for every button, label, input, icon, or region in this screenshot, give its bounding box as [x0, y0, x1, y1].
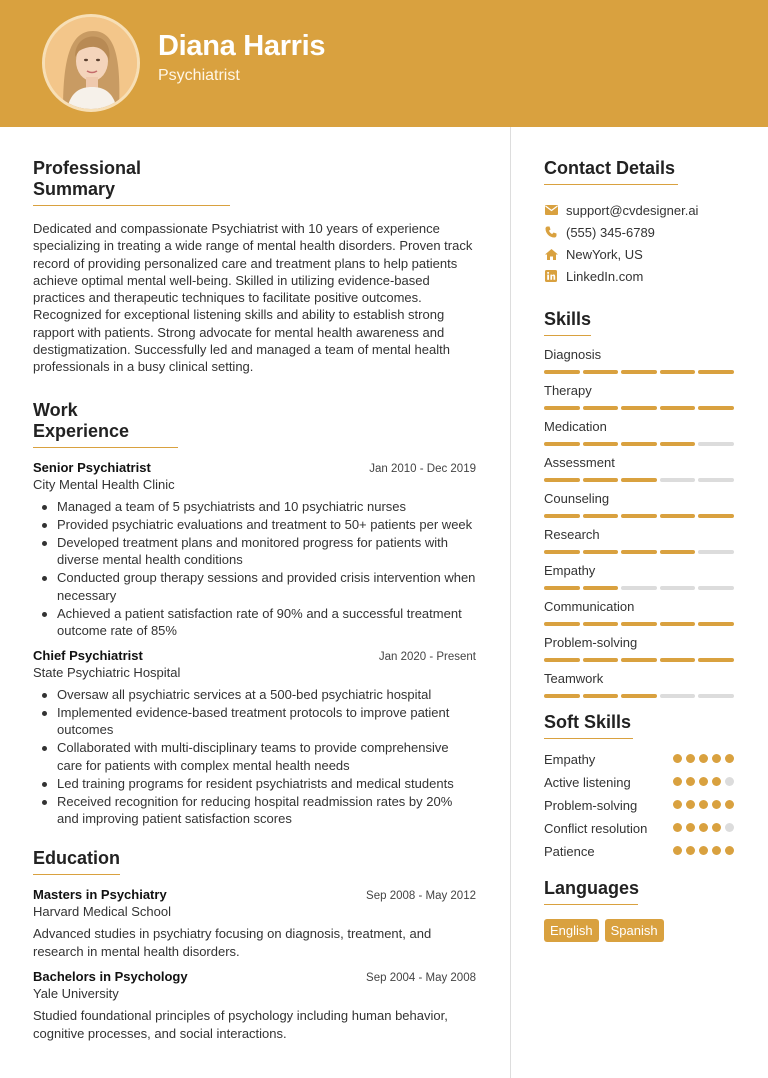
main-column: [33, 158, 476, 1043]
rating-dot: [725, 823, 734, 832]
skill-level-segment: [583, 442, 619, 446]
rating-dot: [673, 823, 682, 832]
job-date: Jan 2020 - Present: [378, 650, 476, 663]
soft-skill-item: [544, 843, 734, 860]
skills-section: [544, 309, 734, 698]
skill-item: [544, 562, 734, 590]
rating-dot: [725, 846, 734, 855]
profile-photo-icon: [45, 17, 137, 109]
skill-level-segment: [544, 586, 580, 590]
skill-level-bar: [544, 370, 734, 374]
skill-level-segment: [583, 406, 619, 410]
skill-level-bar: [544, 586, 734, 590]
job-bullets: [33, 498, 476, 640]
skill-level-segment: [660, 658, 696, 662]
soft-skill-rating: [673, 754, 734, 763]
skill-level-segment: [544, 658, 580, 662]
language-tag: Spanish: [605, 919, 664, 942]
list-item: Provided psychiatric evaluations and treatment to 50+ patients per week: [33, 516, 476, 534]
rating-dot: [699, 777, 708, 786]
skill-level-segment: [698, 478, 734, 482]
avatar: [42, 14, 140, 112]
skill-level-segment: [544, 550, 580, 554]
rating-dot: [699, 846, 708, 855]
contact-phone[interactable]: [544, 221, 734, 243]
skill-level-segment: [698, 658, 734, 662]
experience-heading: Work Experience: [33, 400, 178, 448]
skill-level-segment: [698, 514, 734, 518]
soft-skill-rating: [673, 846, 734, 855]
degree-title: Masters in Psychiatry: [33, 886, 167, 902]
skill-level-segment: [660, 514, 696, 518]
summary-heading: Professional Summary: [33, 158, 230, 206]
skill-level-segment: [544, 622, 580, 626]
job-entry: [33, 648, 476, 828]
experience-section: [33, 400, 476, 828]
list-item: Implemented evidence-based treatment protocols to improve patient outcomes: [33, 704, 476, 739]
languages-list: [544, 919, 734, 942]
skill-level-segment: [544, 406, 580, 410]
skill-level-segment: [583, 658, 619, 662]
skill-level-segment: [660, 694, 696, 698]
skill-level-segment: [621, 694, 657, 698]
skill-item: [544, 418, 734, 446]
skill-level-bar: [544, 622, 734, 626]
home-icon: [544, 249, 558, 260]
skill-level-segment: [583, 550, 619, 554]
summary-text: Dedicated and compassionate Psychiatrist with 10 years of experience specializing in treating a wide range of mental health disorders. Proven track record of providing personalized care and treatment plans to help patients achieve optimal mental well-being. Skilled in utilizing evidence-based practices and therapeutic techniques to facilitate positive outcomes. Recognized for exceptional listening skills and ability to establish strong rapport with patients. Strong advocate for mental health awareness and destigmatization. Successfully led and managed a team of mental health professionals in a busy clinical setting.: [33, 221, 473, 375]
skill-level-segment: [583, 514, 619, 518]
list-item: Led training programs for resident psychiatrists and medical students: [33, 775, 476, 793]
skills-heading: Skills: [544, 309, 591, 336]
languages-section: [544, 878, 734, 942]
languages-heading: Languages: [544, 878, 638, 905]
contact-text: LinkedIn.com: [566, 268, 644, 284]
skill-level-segment: [621, 406, 657, 410]
degree-title: Bachelors in Psychology: [33, 968, 188, 984]
rating-dot: [699, 823, 708, 832]
skill-item: [544, 346, 734, 374]
contact-location: [544, 243, 734, 265]
rating-dot: [712, 754, 721, 763]
job-entry: [33, 460, 476, 640]
skill-level-segment: [621, 622, 657, 626]
skill-name: Problem-solving: [544, 635, 638, 650]
education-entry: [33, 969, 476, 1043]
rating-dot: [725, 754, 734, 763]
skill-level-segment: [698, 442, 734, 446]
skill-level-segment: [660, 478, 696, 482]
skill-level-segment: [544, 514, 580, 518]
skill-level-bar: [544, 406, 734, 410]
skill-level-segment: [660, 442, 696, 446]
contact-text: support@cvdesigner.ai: [566, 202, 699, 218]
rating-dot: [725, 777, 734, 786]
soft-skill-name: Patience: [544, 844, 595, 859]
education-heading: Education: [33, 848, 120, 875]
skill-level-segment: [544, 442, 580, 446]
skill-level-segment: [544, 370, 580, 374]
list-item: Oversaw all psychiatric services at a 500-bed psychiatric hospital: [33, 686, 476, 704]
skill-name: Diagnosis: [544, 347, 602, 362]
skill-level-segment: [660, 622, 696, 626]
skill-item: [544, 526, 734, 554]
list-item: Conducted group therapy sessions and provided crisis intervention when necessary: [33, 569, 476, 604]
rating-dot: [712, 800, 721, 809]
list-item: Achieved a patient satisfaction rate of 90% and a successful treatment outcome rate of 85%: [33, 605, 476, 640]
skill-level-segment: [660, 370, 696, 374]
skill-level-segment: [621, 370, 657, 374]
resume-header: [0, 0, 768, 127]
skill-level-segment: [660, 586, 696, 590]
soft-skills-heading: Soft Skills: [544, 712, 633, 739]
education-section: [33, 848, 476, 1043]
contact-heading: Contact Details: [544, 158, 678, 185]
job-organization: City Mental Health Clinic: [33, 476, 175, 492]
soft-skill-name: Active listening: [544, 775, 631, 790]
skill-level-segment: [583, 586, 619, 590]
skill-level-segment: [660, 550, 696, 554]
contact-text: NewYork, US: [566, 246, 643, 262]
column-divider: [510, 127, 511, 1078]
language-tag: English: [544, 919, 599, 942]
skill-level-segment: [583, 370, 619, 374]
skill-name: Therapy: [544, 383, 592, 398]
contact-list: [544, 199, 734, 287]
soft-skill-name: Problem-solving: [544, 798, 638, 813]
soft-skill-name: Conflict resolution: [544, 821, 648, 836]
list-item: Received recognition for reducing hospital readmission rates by 20% and improving patient satisfaction scores: [33, 793, 476, 828]
skill-level-segment: [621, 442, 657, 446]
envelope-icon: [544, 205, 558, 215]
skill-level-segment: [698, 694, 734, 698]
skill-name: Assessment: [544, 455, 615, 470]
skill-name: Empathy: [544, 563, 596, 578]
candidate-name: Diana Harris: [158, 30, 326, 62]
rating-dot: [686, 777, 695, 786]
education-entry: [33, 887, 476, 961]
soft-skill-rating: [673, 800, 734, 809]
rating-dot: [699, 754, 708, 763]
soft-skill-item: [544, 820, 734, 837]
skill-item: [544, 382, 734, 410]
skill-level-bar: [544, 514, 734, 518]
education-date: Sep 2008 - May 2012: [366, 889, 476, 902]
school-name: Harvard Medical School: [33, 903, 172, 919]
skills-list: [544, 346, 734, 698]
skill-level-bar: [544, 442, 734, 446]
job-organization: State Psychiatric Hospital: [33, 664, 181, 680]
skill-item: [544, 670, 734, 698]
skill-item: [544, 598, 734, 626]
contact-linkedin[interactable]: [544, 265, 734, 287]
rating-dot: [686, 800, 695, 809]
soft-skills-section: [544, 712, 734, 860]
job-title: Senior Psychiatrist: [33, 459, 151, 475]
skill-level-segment: [621, 658, 657, 662]
list-item: Developed treatment plans and monitored progress for patients with diverse mental health conditions: [33, 534, 476, 569]
job-date: Jan 2010 - Dec 2019: [369, 462, 476, 475]
skill-level-segment: [583, 622, 619, 626]
linkedin-icon: [544, 270, 558, 282]
rating-dot: [673, 846, 682, 855]
list-item: Collaborated with multi-disciplinary teams to provide comprehensive care for patients with complex mental health needs: [33, 739, 476, 774]
soft-skill-item: [544, 751, 734, 768]
skill-level-segment: [698, 406, 734, 410]
soft-skill-name: Empathy: [544, 752, 596, 767]
skill-item: [544, 634, 734, 662]
skill-level-segment: [621, 514, 657, 518]
phone-icon: [544, 226, 558, 238]
rating-dot: [712, 846, 721, 855]
skill-name: Communication: [544, 599, 635, 614]
rating-dot: [673, 777, 682, 786]
skill-level-bar: [544, 478, 734, 482]
school-name: Yale University: [33, 985, 119, 1001]
skill-item: [544, 490, 734, 518]
rating-dot: [712, 777, 721, 786]
candidate-title: Psychiatrist: [158, 67, 240, 84]
skill-level-segment: [583, 478, 619, 482]
education-description: Advanced studies in psychiatry focusing on diagnosis, treatment, and research in mental health disorders.: [33, 925, 432, 959]
skill-level-segment: [544, 478, 580, 482]
skill-item: [544, 454, 734, 482]
rating-dot: [686, 754, 695, 763]
job-bullets: [33, 686, 476, 828]
soft-skill-item: [544, 774, 734, 791]
skill-level-segment: [621, 478, 657, 482]
contact-text: (555) 345-6789: [566, 224, 655, 240]
skill-level-segment: [660, 406, 696, 410]
skill-name: Research: [544, 527, 600, 542]
contact-email[interactable]: [544, 199, 734, 221]
soft-skills-list: [544, 751, 734, 860]
education-description: Studied foundational principles of psychology including human behavior, cognitive processes, and social interactions.: [33, 1007, 448, 1041]
skill-level-segment: [544, 694, 580, 698]
rating-dot: [725, 800, 734, 809]
skill-level-bar: [544, 658, 734, 662]
skill-name: Counseling: [544, 491, 610, 506]
rating-dot: [686, 846, 695, 855]
skill-level-segment: [698, 370, 734, 374]
skill-level-segment: [621, 550, 657, 554]
skill-level-segment: [621, 586, 657, 590]
skill-level-segment: [698, 586, 734, 590]
rating-dot: [673, 800, 682, 809]
soft-skill-rating: [673, 823, 734, 832]
list-item: Managed a team of 5 psychiatrists and 10 psychiatric nurses: [33, 498, 476, 516]
skill-level-segment: [698, 550, 734, 554]
rating-dot: [686, 823, 695, 832]
soft-skill-rating: [673, 777, 734, 786]
job-title: Chief Psychiatrist: [33, 647, 143, 663]
sidebar-column: [544, 158, 734, 942]
rating-dot: [699, 800, 708, 809]
education-date: Sep 2004 - May 2008: [366, 971, 476, 984]
skill-level-bar: [544, 694, 734, 698]
skill-name: Teamwork: [544, 671, 604, 686]
skill-level-segment: [698, 622, 734, 626]
skill-level-segment: [583, 694, 619, 698]
skill-name: Medication: [544, 419, 607, 434]
skill-level-bar: [544, 550, 734, 554]
rating-dot: [673, 754, 682, 763]
rating-dot: [712, 823, 721, 832]
soft-skill-item: [544, 797, 734, 814]
